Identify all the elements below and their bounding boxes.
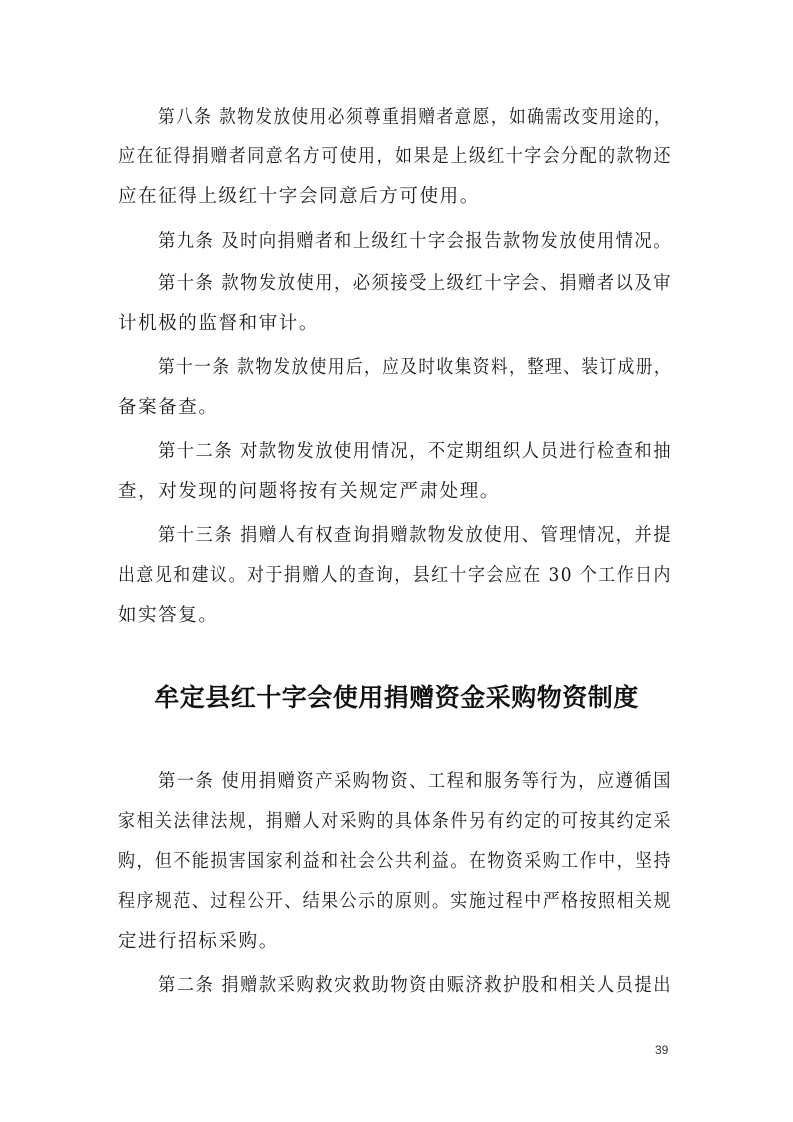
text-line: 备案备查。 xyxy=(118,397,219,418)
text-line: 第一条 使用捐赠资产采购物资、工程和服务等行为，应遵循国 xyxy=(158,771,672,792)
text-line: 第十条 款物发放使用，必须接受上级红十字会、捐赠者以及审 xyxy=(158,273,672,294)
text-line: 购，但不能损害国家利益和社会公共利益。在物资采购工作中，坚持 xyxy=(118,851,672,872)
text-line: 定进行招标采购。 xyxy=(118,931,279,952)
text-line: 第十一条 款物发放使用后，应及时收集资料，整理、装订成册， xyxy=(158,357,673,378)
text-line: 第二条 捐赠款采购救灾救助物资由赈济救护股和相关人员提出 xyxy=(158,975,672,996)
text-line: 如实答复。 xyxy=(118,605,219,626)
text-line: 第十三条 捐赠人有权查询捐赠款物发放使用、管理情况，并提 xyxy=(158,525,672,546)
text-line: 家相关法律法规，捐赠人对采购的具体条件另有约定的可按其约定采 xyxy=(118,811,672,832)
text-line: 查，对发现的问题将按有关规定严肃处理。 xyxy=(118,481,500,502)
text-line: 应在征得上级红十字会同意后方可使用。 xyxy=(118,186,480,207)
page-number: 39 xyxy=(655,1043,669,1057)
section-title: 牟定县红十字会使用捐赠资金采购物资制度 xyxy=(154,683,639,712)
text-line: 计机极的监督和审计。 xyxy=(118,313,320,334)
text-line: 出意见和建议。对于捐赠人的查询，县红十字会应在 30 个工作日内 xyxy=(118,565,672,586)
text-line: 应在征得捐赠者同意名方可使用，如果是上级红十字会分配的款物还 xyxy=(118,146,672,167)
text-line: 第八条 款物发放使用必须尊重捐赠者意愿，如确需改变用途的， xyxy=(158,107,673,128)
text-line: 第十二条 对款物发放使用情况，不定期组织人员进行检查和抽 xyxy=(158,441,672,462)
text-line: 程序规范、过程公开、结果公示的原则。实施过程中严格按照相关规 xyxy=(118,891,672,912)
text-line: 第九条 及时向捐赠者和上级红十字会报告款物发放使用情况。 xyxy=(158,231,672,252)
